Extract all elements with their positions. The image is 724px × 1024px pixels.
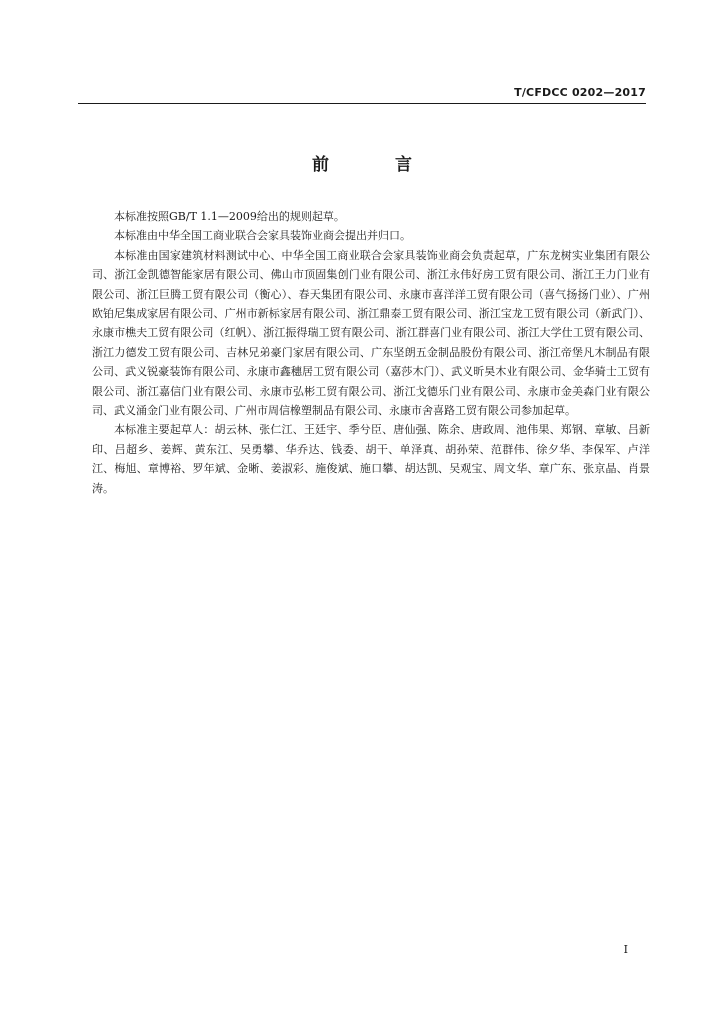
paragraph-main-drafters: 本标准主要起草人：胡云林、张仁江、王廷宇、季兮臣、唐仙强、陈余、唐政周、池伟果、郑钢、章敏、吕新印、吕超乡、姜辉、黄东江、吴勇攀、华乔达、钱委、胡干、单泽真、胡孙荣、范群伟、徐夕华、李保军、卢洋江、梅旭、章博裕、罗年斌、金晰、姜淑彩、施俊斌、施口攀、胡达凯、吴观宝、周文华、章广东、张京晶、肖景涛。 xyxy=(92,423,650,495)
page-number: I xyxy=(623,943,628,956)
body-text xyxy=(92,207,650,498)
paragraph-drafting-units: 本标准由国家建筑材料测试中心、中华全国工商业联合会家具装饰业商会负责起草，广东龙树实业集团有限公司、浙江金凯德智能家居有限公司、佛山市顶固集创门业有限公司、浙江永伟好房工贸有限公司、浙江王力门业有限公司、浙江巨腾工贸有限公司（衡心）、春天集团有限公司、永康市喜洋洋工贸有限公司（喜气扬扬门业）、广州欧铂尼集成家居有限公司、广州市新标家居有限公司、浙江鼎泰工贸有限公司、浙江宝龙工贸有限公司（新武门）、永康市樵夫工贸有限公司（红帆）、浙江振得瑞工贸有限公司、浙江群喜门业有限公司、浙江大学仕工贸有限公司、浙江力德发工贸有限公司、吉林兄弟豪门家居有限公司、广东坚朗五金制品股份有限公司、浙江帝堡凡木制品有限公司、武义锐豪装饰有限公司、永康市鑫穗居工贸有限公司（嘉莎木门）、武义昕昊木业有限公司、金华骑士工贸有限公司、浙江嘉信门业有限公司、永康市弘彬工贸有限公司、浙江戈德乐门业有限公司、永康市金美森门业有限公司、武义涌金门业有限公司、广州市周信橡塑制品有限公司、永康市舍喜路工贸有限公司参加起草。 xyxy=(92,248,650,418)
standard-code: T/CFDCC 0202—2017 xyxy=(514,86,646,99)
paragraph-proposer: 本标准由中华全国工商业联合会家具装饰业商会提出并归口。 xyxy=(114,229,411,243)
header-rule xyxy=(78,103,646,104)
paragraph-drafting-rules: 本标准按照GB/T 1.1—2009给出的规则起草。 xyxy=(114,210,345,223)
page-title: 前 言 xyxy=(312,155,442,175)
